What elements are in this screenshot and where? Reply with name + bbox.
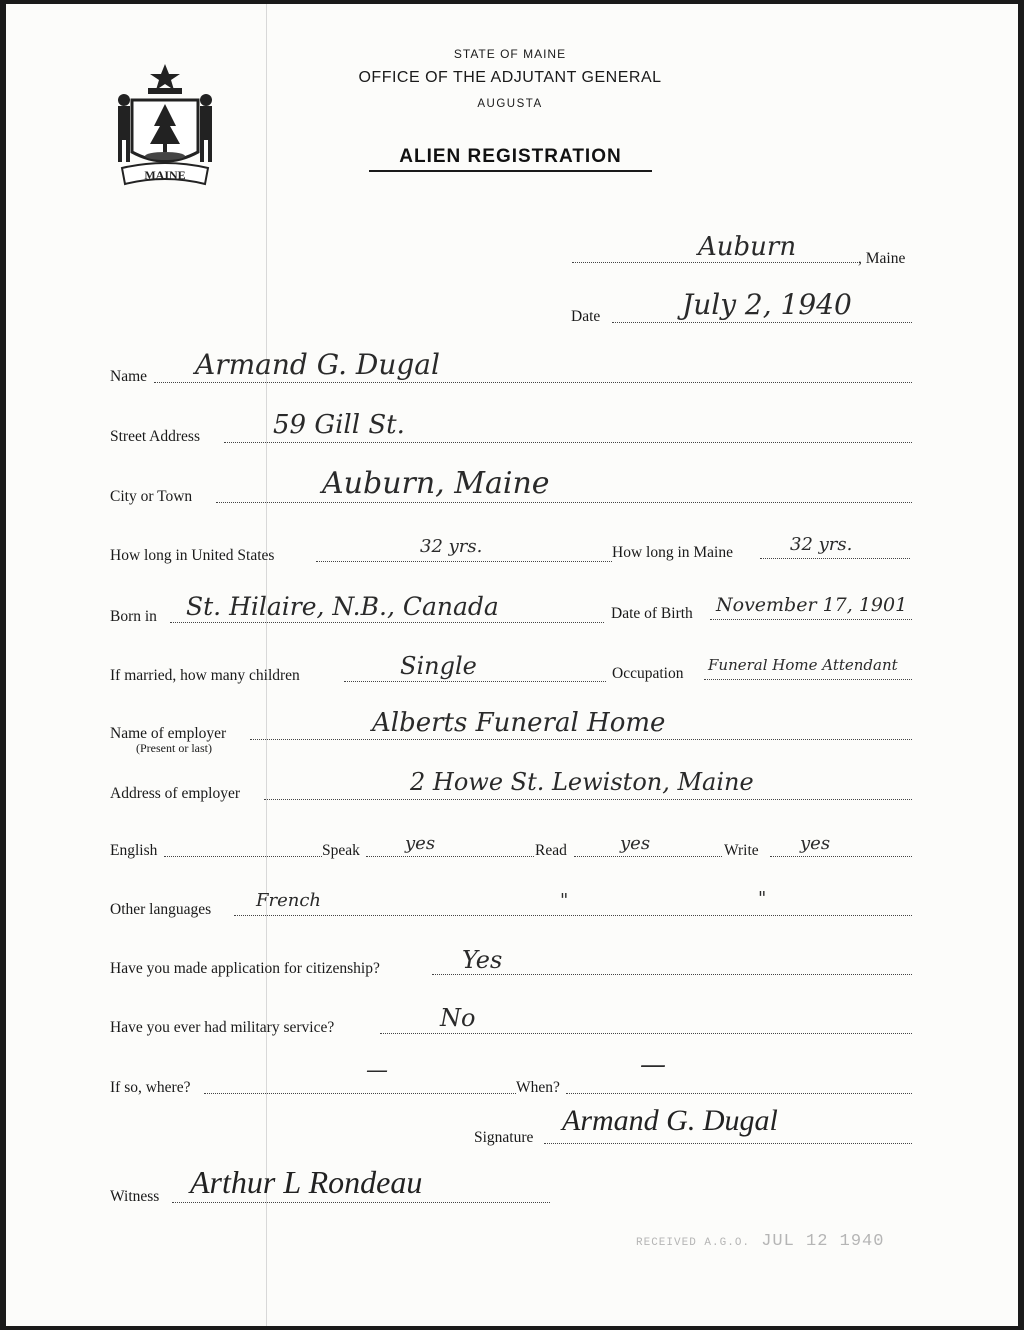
stamp-date: JUL 12 1940 xyxy=(761,1232,885,1251)
us-years-value: 32 yrs. xyxy=(420,536,483,557)
military-label: Have you ever had military service? xyxy=(110,1019,335,1036)
where-line xyxy=(204,1093,516,1094)
state-heading: STATE OF MAINE xyxy=(453,47,567,61)
english-label: English xyxy=(110,842,158,859)
write-line xyxy=(770,856,912,857)
date-value: July 2, 1940 xyxy=(682,288,852,321)
maine-seal-icon xyxy=(110,60,220,190)
place-line xyxy=(572,262,858,263)
employer-value: Alberts Funeral Home xyxy=(372,708,666,738)
citizenship-value: Yes xyxy=(462,946,503,974)
occupation-line xyxy=(704,679,912,680)
us-years-label: How long in United States xyxy=(110,547,275,564)
where-value: — xyxy=(366,1058,388,1083)
seal-text: MAINE xyxy=(144,168,186,182)
employer-address-label: Address of employer xyxy=(110,785,240,802)
children-line xyxy=(344,681,606,682)
city-line xyxy=(216,502,912,503)
name-line xyxy=(154,382,912,383)
signature-line xyxy=(544,1143,912,1144)
maine-years-line xyxy=(760,558,910,559)
occupation-label: Occupation xyxy=(612,665,684,682)
citizenship-line xyxy=(432,974,912,975)
occupation-value: Funeral Home Attendant xyxy=(708,656,898,674)
city-label: City or Town xyxy=(110,488,193,505)
when-label: When? xyxy=(516,1079,560,1096)
where-label: If so, where? xyxy=(110,1079,191,1096)
english-line xyxy=(164,856,322,857)
city-heading: AUGUSTA xyxy=(477,98,543,110)
stamp-prefix: RECEIVED A.G.O. xyxy=(636,1237,751,1249)
when-line xyxy=(566,1093,912,1094)
received-stamp xyxy=(636,1232,884,1251)
signature-label: Signature xyxy=(474,1129,534,1146)
children-value: Single xyxy=(400,652,477,680)
write-value: yes xyxy=(800,833,831,854)
street-label: Street Address xyxy=(110,428,200,445)
employer-sublabel: (Present or last) xyxy=(136,741,212,755)
military-line xyxy=(380,1033,912,1034)
employer-address-line xyxy=(264,799,912,800)
when-value: — xyxy=(640,1050,666,1080)
name-value: Armand G. Dugal xyxy=(195,348,440,381)
speak-label: Speak xyxy=(322,842,360,859)
other-languages-value: French xyxy=(256,890,322,911)
speak-line xyxy=(366,856,534,857)
ditto-mark-2: " xyxy=(758,888,767,909)
name-label: Name xyxy=(110,368,148,385)
witness-line xyxy=(172,1202,550,1203)
place-value: Auburn xyxy=(698,232,797,262)
city-value: Auburn, Maine xyxy=(322,466,550,501)
street-value: 59 Gill St. xyxy=(273,410,405,440)
date-label: Date xyxy=(571,308,601,325)
dob-line xyxy=(710,619,912,620)
born-line xyxy=(170,622,604,623)
maine-years-label: How long in Maine xyxy=(612,544,733,561)
ditto-mark-1: " xyxy=(560,890,569,911)
other-languages-line xyxy=(234,915,912,916)
born-label: Born in xyxy=(110,608,157,625)
dob-label: Date of Birth xyxy=(611,605,693,622)
witness-value: Arthur L Rondeau xyxy=(190,1164,423,1200)
date-line xyxy=(612,322,912,323)
citizenship-label: Have you made application for citizenship? xyxy=(110,960,380,977)
maine-years-value: 32 yrs. xyxy=(790,534,853,555)
us-years-line xyxy=(316,561,612,562)
read-line xyxy=(574,856,722,857)
witness-label: Witness xyxy=(110,1188,160,1205)
other-languages-label: Other languages xyxy=(110,901,212,918)
fold-line xyxy=(266,4,267,1326)
write-label: Write xyxy=(724,842,759,859)
read-label: Read xyxy=(535,842,567,859)
children-label: If married, how many children xyxy=(110,667,300,684)
speak-value: yes xyxy=(405,833,436,854)
signature-value: Armand G. Dugal xyxy=(562,1104,778,1137)
street-line xyxy=(224,442,912,443)
employer-label: Name of employer xyxy=(110,725,227,742)
military-value: No xyxy=(440,1004,476,1032)
dob-value: November 17, 1901 xyxy=(716,594,908,616)
employer-line xyxy=(250,739,912,740)
office-heading: OFFICE OF THE ADJUTANT GENERAL xyxy=(358,69,662,86)
born-value: St. Hilaire, N.B., Canada xyxy=(186,592,499,621)
form-title: ALIEN REGISTRATION xyxy=(369,146,652,172)
place-suffix: , Maine xyxy=(858,250,906,267)
employer-address-value: 2 Howe St. Lewiston, Maine xyxy=(410,768,754,796)
read-value: yes xyxy=(620,833,651,854)
